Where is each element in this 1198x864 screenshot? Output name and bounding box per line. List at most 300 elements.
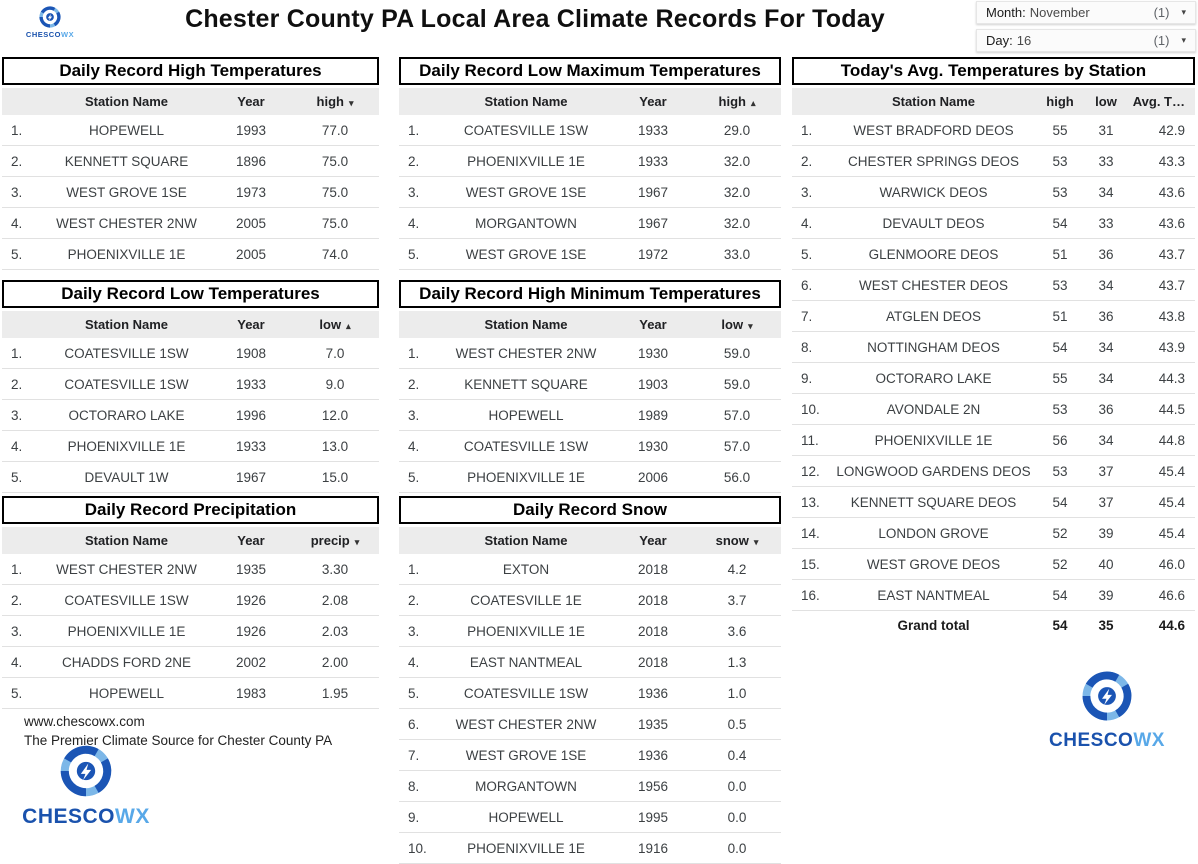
row-station: COATESVILLE 1SW [64,345,189,361]
row-station: EAST NANTMEAL [877,587,990,603]
row-low: 39 [1098,587,1114,603]
table-row [792,580,1195,611]
table-row [399,462,781,493]
row-value: 15.0 [321,469,349,485]
table-row [399,833,781,864]
row-low: 34 [1098,339,1114,355]
row-year: 1933 [637,153,669,169]
row-value: 0.5 [727,716,747,732]
record-snow-body [399,554,781,864]
row-high: 53 [1052,401,1068,417]
row-rank: 1. [801,122,813,138]
website-link[interactable]: www.chescowx.com [24,714,145,729]
col-header-station[interactable]: Station Name [891,94,976,109]
table-row [399,146,781,177]
table-row [399,802,781,833]
row-rank: 3. [408,623,420,639]
table-row [2,146,379,177]
table-row [399,400,781,431]
row-low: 36 [1098,246,1114,262]
table-row [399,647,781,678]
record-low-max-table [399,57,781,270]
row-station: WEST CHESTER 2NW [455,345,597,361]
row-low: 34 [1098,277,1114,293]
row-station: DEVAULT 1W [84,469,169,485]
col-header-year[interactable]: Year [639,533,667,548]
row-rank: 5. [408,246,420,262]
sort-asc-icon: ▴ [346,321,351,331]
col-header-snow[interactable]: snow ▾ [715,533,759,548]
sort-desc-icon: ▾ [753,537,759,547]
row-value: 75.0 [321,153,349,169]
row-value: 13.0 [321,438,349,454]
row-rank: 4. [408,654,420,670]
record-precip-body [2,554,379,709]
col-header-low[interactable]: low ▴ [319,317,351,332]
row-high: 52 [1052,525,1068,541]
row-value: 3.6 [727,623,747,639]
row-rank: 4. [801,215,813,231]
row-low: 34 [1098,370,1114,386]
row-rank: 12. [801,463,820,479]
row-value: 59.0 [723,376,751,392]
row-high: 55 [1052,122,1068,138]
row-value: 59.0 [723,345,751,361]
row-station: WEST GROVE 1SE [465,184,587,200]
row-year: 1916 [637,840,669,856]
col-header-station[interactable]: Station Name [84,317,169,332]
chescowx-logo-text: CHESCOWX [25,30,75,39]
row-station: HOPEWELL [88,122,165,138]
row-high: 51 [1052,246,1068,262]
record-precip-header-row [2,527,379,554]
sort-desc-icon: ▾ [748,321,753,331]
chescowx-logo-small [18,4,82,39]
table-row [792,394,1195,425]
chescowx-swirl-icon [37,4,63,30]
table-row [2,400,379,431]
row-station: WEST GROVE 1SE [465,246,587,262]
avg-temps-table [792,57,1195,640]
tagline: The Premier Climate Source for Chester County PA [24,733,333,748]
row-rank: 7. [801,308,813,324]
row-station: WEST CHESTER 2NW [56,215,197,231]
row-rank: 1. [408,345,420,361]
row-station: CHESTER SPRINGS DEOS [847,153,1020,169]
row-rank: 3. [408,184,420,200]
row-avg: 44.3 [1158,370,1185,386]
row-year: 1972 [637,246,669,262]
table-row [792,270,1195,301]
row-low: 34 [1098,432,1114,448]
row-high: 54 [1052,339,1068,355]
row-high: 55 [1052,370,1068,386]
table-row [399,616,781,647]
row-high: 54 [1052,494,1068,510]
row-rank: 1. [408,561,420,577]
row-year: 2018 [637,623,669,639]
row-station: PHOENIXVILLE 1E [874,432,993,448]
row-value: 75.0 [321,184,349,200]
row-high: 52 [1052,556,1068,572]
row-station: PHOENIXVILLE 1E [467,153,585,169]
table-row [792,425,1195,456]
row-low: 40 [1098,556,1114,572]
row-avg: 46.6 [1158,587,1185,603]
col-header-year[interactable]: Year [237,317,265,332]
month-filter-dropdown[interactable] [976,1,1196,24]
chescowx-logo-text: CHESCOWX [1049,730,1165,751]
row-rank: 5. [11,469,23,485]
col-header-station[interactable]: Station Name [484,317,568,332]
col-header-station[interactable]: Station Name [484,533,568,548]
table-row [399,115,781,146]
table-row [2,177,379,208]
row-station: WEST GROVE DEOS [866,556,1001,572]
table-row [2,115,379,146]
row-year: 1908 [235,345,267,361]
row-year: 2005 [235,215,267,231]
row-station: HOPEWELL [88,685,165,701]
row-value: 4.2 [727,561,747,577]
record-high-table [2,57,379,270]
record-high-min-header-row [399,311,781,338]
row-rank: 1. [11,122,23,138]
page-title: Chester County PA Local Area Climate Records For Today [185,5,885,33]
col-header-station[interactable]: Station Name [84,533,169,548]
row-value: 3.30 [321,561,349,577]
row-low: 33 [1098,153,1114,169]
chescowx-logo-bottom-right [1048,666,1166,750]
record-high-body [2,115,379,270]
row-year: 1933 [235,376,267,392]
row-value: 9.0 [325,376,345,392]
row-year: 1935 [235,561,267,577]
col-header-precip[interactable]: precip ▾ [310,533,360,548]
table-row [792,115,1195,146]
table-row [399,369,781,400]
row-rank: 1. [11,345,23,361]
row-station: EAST NANTMEAL [469,654,583,670]
row-value: 1.3 [727,654,747,670]
row-year: 1936 [637,685,669,701]
record-snow-header-row [399,527,781,554]
row-station: PHOENIXVILLE 1E [467,469,585,485]
row-station: LONGWOOD GARDENS DEOS [836,463,1031,479]
table-row [399,177,781,208]
row-station: PHOENIXVILLE 1E [467,840,585,856]
row-low: 39 [1098,525,1114,541]
row-year: 1896 [235,153,267,169]
col-header-year[interactable]: Year [639,94,667,109]
row-rank: 4. [408,438,420,454]
row-station: WEST CHESTER DEOS [858,277,1009,293]
table-row [792,177,1195,208]
table-row [792,332,1195,363]
table-row [399,338,781,369]
row-avg: 44.8 [1158,432,1185,448]
row-high: 53 [1052,153,1068,169]
row-high: 53 [1052,184,1068,200]
table-row [2,616,379,647]
row-avg: 43.7 [1158,277,1185,293]
table-row [399,585,781,616]
sort-desc-icon: ▾ [348,98,354,108]
chescowx-swirl-icon [57,740,115,802]
row-avg: 43.6 [1158,184,1185,200]
row-low: 37 [1098,494,1114,510]
table-row [2,208,379,239]
row-station: PHOENIXVILLE 1E [67,438,186,454]
table-row [792,456,1195,487]
row-year: 2002 [235,654,267,670]
row-rank: 3. [11,407,23,423]
row-value: 2.03 [321,623,349,639]
row-station: COATESVILLE 1SW [463,438,589,454]
row-value: 2.00 [321,654,349,670]
table-row [399,208,781,239]
table-row [2,369,379,400]
col-header-year[interactable]: Year [237,533,265,548]
row-rank: 2. [408,376,420,392]
row-rank: 5. [801,246,813,262]
month-filter-count: (1) [1153,5,1170,20]
row-value: 12.0 [321,407,349,423]
row-rank: 15. [801,556,820,572]
row-year: 2018 [637,561,669,577]
table-row [792,363,1195,394]
table-row [2,338,379,369]
grand-total-row [792,611,1195,640]
day-filter-value: 16 [1016,33,1032,48]
row-rank: 2. [408,592,420,608]
grand-total-avg: 44.6 [1158,618,1185,633]
row-station: GLENMOORE DEOS [868,246,999,262]
record-low-table [2,280,379,493]
row-high: 51 [1052,308,1068,324]
row-station: WARWICK DEOS [879,184,988,200]
row-rank: 10. [408,840,427,856]
record-high-min-body [399,338,781,493]
row-station: NOTTINGHAM DEOS [867,339,1000,355]
row-avg: 43.9 [1158,339,1185,355]
row-value: 29.0 [723,122,751,138]
row-high: 56 [1052,432,1068,448]
row-avg: 45.4 [1158,494,1185,510]
record-high-header-row [2,88,379,115]
table-row [792,146,1195,177]
row-station: DEVAULT DEOS [882,215,985,231]
row-year: 2018 [637,592,669,608]
table-row [399,431,781,462]
grand-total-label: Grand total [897,618,970,633]
row-station: KENNETT SQUARE [464,376,588,392]
row-station: PHOENIXVILLE 1E [467,623,585,639]
sort-asc-icon: ▴ [750,98,756,108]
row-station: PHOENIXVILLE 1E [67,623,186,639]
table-row [399,678,781,709]
col-header-avg-temp[interactable]: Avg. T… [1132,94,1185,109]
row-station: WEST GROVE 1SE [66,184,187,200]
row-low: 36 [1098,401,1114,417]
grand-total-low: 35 [1098,618,1114,633]
row-rank: 3. [11,623,23,639]
row-value: 57.0 [723,407,751,423]
row-station: LONDON GROVE [878,525,989,541]
avg-temps-title: Today's Avg. Temperatures by Station [792,57,1195,85]
row-low: 34 [1098,184,1114,200]
month-filter-value: November [1029,5,1090,20]
filter-bar [976,1,1196,52]
col-header-high[interactable]: high ▾ [316,94,354,109]
table-row [2,462,379,493]
record-low-max-body [399,115,781,270]
row-high: 53 [1052,277,1068,293]
row-rank: 9. [408,809,420,825]
table-row [399,239,781,270]
row-station: COATESVILLE 1SW [64,376,189,392]
row-value: 0.0 [727,778,747,794]
day-filter-dropdown[interactable] [976,29,1196,52]
row-avg: 43.7 [1158,246,1185,262]
row-station: KENNETT SQUARE DEOS [850,494,1017,510]
col-header-year[interactable]: Year [639,317,667,332]
row-rank: 3. [408,407,420,423]
row-low: 33 [1098,215,1114,231]
record-low-body [2,338,379,493]
col-header-low[interactable]: low ▾ [721,317,753,332]
record-snow-table [399,496,781,864]
row-station: EXTON [502,561,550,577]
col-header-station[interactable]: Station Name [484,94,568,109]
row-station: COATESVILLE 1SW [463,685,589,701]
month-filter-label: Month: [986,5,1026,20]
row-station: COATESVILLE 1SW [463,122,589,138]
record-high-min-title: Daily Record High Minimum Temperatures [399,280,781,308]
row-high: 54 [1052,215,1068,231]
row-rank: 1. [408,122,420,138]
row-year: 1983 [235,685,267,701]
row-station: WEST BRADFORD DEOS [853,122,1014,138]
row-station: KENNETT SQUARE [64,153,189,169]
row-station: WEST CHESTER 2NW [56,561,197,577]
col-header-station[interactable]: Station Name [84,94,169,109]
row-year: 1989 [637,407,669,423]
row-year: 1930 [637,345,669,361]
record-precip-title: Daily Record Precipitation [2,496,379,524]
table-row [399,709,781,740]
row-rank: 14. [801,525,820,541]
table-row [2,554,379,585]
row-value: 32.0 [723,215,751,231]
row-year: 1993 [235,122,267,138]
chescowx-logo-text: CHESCOWX [22,805,150,828]
record-high-title: Daily Record High Temperatures [2,57,379,85]
row-station: WEST GROVE 1SE [465,747,587,763]
row-value: 3.7 [727,592,747,608]
row-year: 1903 [637,376,669,392]
row-avg: 43.3 [1158,153,1185,169]
table-row [792,518,1195,549]
table-row [792,301,1195,332]
row-station: COATESVILLE 1E [470,592,582,608]
avg-temps-header-row [792,88,1195,115]
row-station: OCTORARO LAKE [875,370,992,386]
row-rank: 6. [408,716,420,732]
row-year: 1967 [235,469,267,485]
row-value: 33.0 [723,246,751,262]
row-station: WEST CHESTER 2NW [455,716,597,732]
col-header-year[interactable]: Year [237,94,265,109]
row-rank: 2. [801,153,813,169]
row-year: 1956 [637,778,669,794]
row-year: 1926 [235,623,267,639]
table-row [399,554,781,585]
row-value: 7.0 [325,345,345,361]
row-rank: 13. [801,494,820,510]
col-header-high[interactable]: high ▴ [718,94,756,109]
row-avg: 44.5 [1158,401,1185,417]
table-row [2,431,379,462]
row-rank: 2. [11,376,23,392]
table-row [792,549,1195,580]
table-row [2,585,379,616]
table-row [792,487,1195,518]
row-value: 56.0 [723,469,751,485]
row-year: 1933 [235,438,267,454]
row-year: 1995 [637,809,669,825]
row-station: HOPEWELL [488,809,564,825]
row-high: 54 [1052,587,1068,603]
record-precip-table [2,496,379,709]
table-row [792,208,1195,239]
table-row [792,239,1195,270]
table-row [2,678,379,709]
record-low-header-row [2,311,379,338]
row-avg: 45.4 [1158,525,1185,541]
row-rank: 1. [11,561,23,577]
row-rank: 16. [801,587,820,603]
row-value: 0.4 [727,747,747,763]
row-station: AVONDALE 2N [886,401,981,417]
avg-temps-body [792,115,1195,611]
row-station: HOPEWELL [488,407,564,423]
col-header-high[interactable]: high [1046,94,1074,109]
row-low: 37 [1098,463,1114,479]
chevron-down-icon: ▾ [1181,35,1186,45]
row-year: 1933 [637,122,669,138]
col-header-low[interactable]: low [1095,94,1117,109]
row-rank: 7. [408,747,420,763]
row-avg: 43.8 [1158,308,1185,324]
row-station: COATESVILLE 1SW [64,592,189,608]
row-station: CHADDS FORD 2NE [61,654,191,670]
row-value: 2.08 [321,592,349,608]
row-station: ATGLEN DEOS [885,308,982,324]
row-rank: 4. [408,215,420,231]
row-value: 32.0 [723,153,751,169]
row-rank: 8. [408,778,420,794]
row-value: 0.0 [727,840,747,856]
row-value: 74.0 [321,246,349,262]
row-year: 2006 [637,469,669,485]
row-rank: 6. [801,277,813,293]
row-rank: 4. [11,215,23,231]
record-snow-title: Daily Record Snow [399,496,781,524]
row-rank: 9. [801,370,813,386]
grand-total-high: 54 [1052,618,1068,633]
row-low: 36 [1098,308,1114,324]
